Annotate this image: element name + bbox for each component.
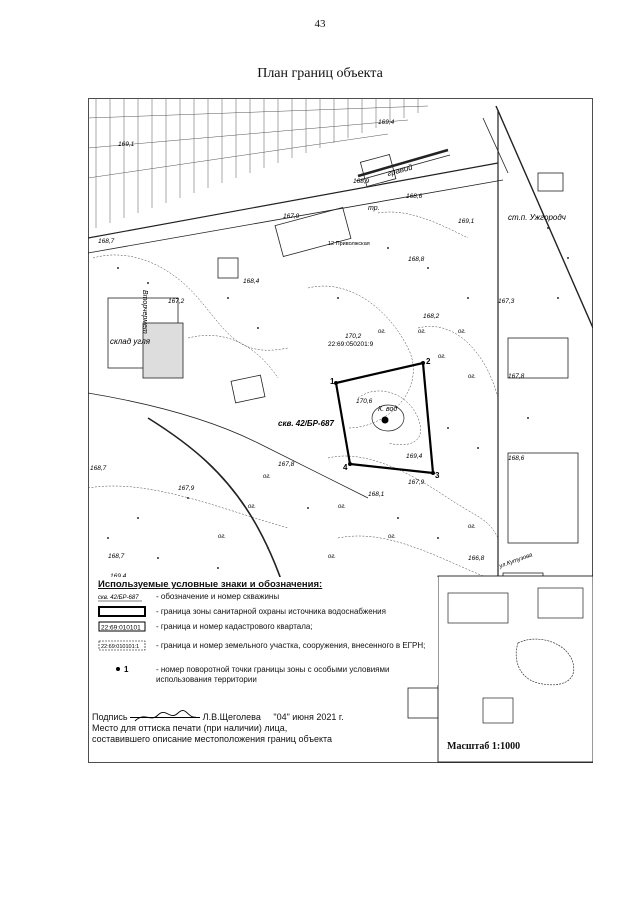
signature-mark <box>130 717 200 718</box>
svg-text:ог.: ог. <box>328 554 336 560</box>
svg-text:ог.: ог. <box>468 374 476 380</box>
legend: Используемые условные знаки и обозначения: скв. 42/БР-687 - обозначение и номер скважины - граница зоны санитарной охраны источника водоснабжения 22:69:010101 - граница и номер кадастрового квартала; 22:69:010101:1 - граница и номер земельного участка, сооружения, внесенного в ЕГРН; 1 - номер поворотной точки границы зоны с особыми условиями использования территории <box>92 577 438 685</box>
corner-point-4-marker <box>348 462 352 466</box>
svg-text:ог.: ог. <box>388 534 396 540</box>
svg-text:168,7: 168,7 <box>90 465 107 472</box>
svg-text:1: 1 <box>124 665 129 674</box>
tr-label: тр. <box>368 205 380 212</box>
svg-text:22:69:010101:1: 22:69:010101:1 <box>101 644 140 650</box>
signature-scribble <box>130 709 200 725</box>
svg-text:ог.: ог. <box>338 504 346 510</box>
corner-point-3: 3 <box>435 471 440 480</box>
svg-text:167,8: 167,8 <box>278 461 295 468</box>
well-symbol-text: К. вод <box>378 406 398 413</box>
svg-text:ог.: ог. <box>248 504 256 510</box>
svg-text:ог.: ог. <box>263 474 271 480</box>
corner-point-2-marker <box>421 361 425 365</box>
coal-storage-label: склад угля <box>110 337 151 346</box>
svg-text:ог.: ог. <box>458 329 466 335</box>
svg-text:169,4: 169,4 <box>406 453 423 460</box>
svg-text:168,9: 168,9 <box>353 178 370 185</box>
svg-text:169,4: 169,4 <box>378 119 395 126</box>
svg-text:168,6: 168,6 <box>406 193 423 200</box>
svg-text:168,1: 168,1 <box>368 491 385 498</box>
svg-text:167,8: 167,8 <box>508 373 525 380</box>
address-label: 12 Приволжская <box>328 241 370 247</box>
legend-title: Используемые условные знаки и обозначения: <box>98 579 323 590</box>
signature-line: Подпись Л.В.Щеголева "04" июня 2021 г. <box>92 712 438 723</box>
author-line: составившего описание местоположения границ объекта <box>92 734 333 744</box>
svg-text:169,1: 169,1 <box>458 218 475 225</box>
scale-label: Масштаб 1:1000 <box>447 741 521 752</box>
zone-boundary-symbol <box>98 606 150 618</box>
street-bottom-label: ул.Кутузова <box>498 552 534 570</box>
corner-point-2: 2 <box>426 357 431 366</box>
svg-text:ог.: ог. <box>378 329 386 335</box>
bottom-right-block <box>438 576 593 762</box>
svg-text:22:69:010101: 22:69:010101 <box>101 624 141 632</box>
svg-text:168,7: 168,7 <box>108 553 125 560</box>
svg-text:167,9: 167,9 <box>178 485 195 492</box>
svg-text:ог.: ог. <box>218 534 226 540</box>
street-label: ст.п. Ужгородч <box>508 213 566 222</box>
map-dots <box>107 227 569 579</box>
svg-text:167,9: 167,9 <box>283 213 300 220</box>
svg-text:ог.: ог. <box>418 329 426 335</box>
well-marker <box>382 417 389 424</box>
cadastral-center-label: 22:69:050201:9 <box>328 341 374 348</box>
cadastral-quarter-symbol <box>98 621 150 633</box>
contours <box>88 212 498 578</box>
page-number: 43 <box>314 18 326 30</box>
svg-text:ог.: ог. <box>438 354 446 360</box>
well-label: скв. 42/БР-687 <box>278 419 334 428</box>
svg-text:170,6: 170,6 <box>356 398 373 405</box>
svg-text:168,8: 168,8 <box>408 256 425 263</box>
corner-point-1-marker <box>334 381 338 385</box>
svg-text:скв. 42/БР-687: скв. 42/БР-687 <box>98 595 139 601</box>
seal-place-line: Место для оттиска печати (при наличии) лица, <box>92 723 288 733</box>
svg-text:167,3: 167,3 <box>498 298 515 305</box>
svg-text:169,1: 169,1 <box>118 141 135 148</box>
gravel-label: гравий <box>386 162 414 178</box>
signature-block <box>92 712 438 745</box>
parcel-symbol <box>98 640 150 652</box>
svg-text:168,2: 168,2 <box>423 313 440 320</box>
svg-text:168,6: 168,6 <box>508 455 525 462</box>
svg-text:ог.: ог. <box>468 524 476 530</box>
svg-text:167,9: 167,9 <box>408 479 425 486</box>
svg-text:168,4: 168,4 <box>243 278 260 285</box>
vtorchermet-label: Вторчермет <box>141 290 148 334</box>
well-symbol <box>98 591 150 603</box>
svg-text:170,2: 170,2 <box>345 333 362 340</box>
svg-text:167,2: 167,2 <box>168 298 185 305</box>
svg-text:166,8: 166,8 <box>468 555 485 562</box>
document-title: План границ объекта <box>257 66 383 81</box>
svg-text:168,7: 168,7 <box>98 238 115 245</box>
corner-point-1: 1 <box>330 377 335 386</box>
turning-point-symbol <box>98 664 150 676</box>
corner-point-4: 4 <box>343 463 348 472</box>
